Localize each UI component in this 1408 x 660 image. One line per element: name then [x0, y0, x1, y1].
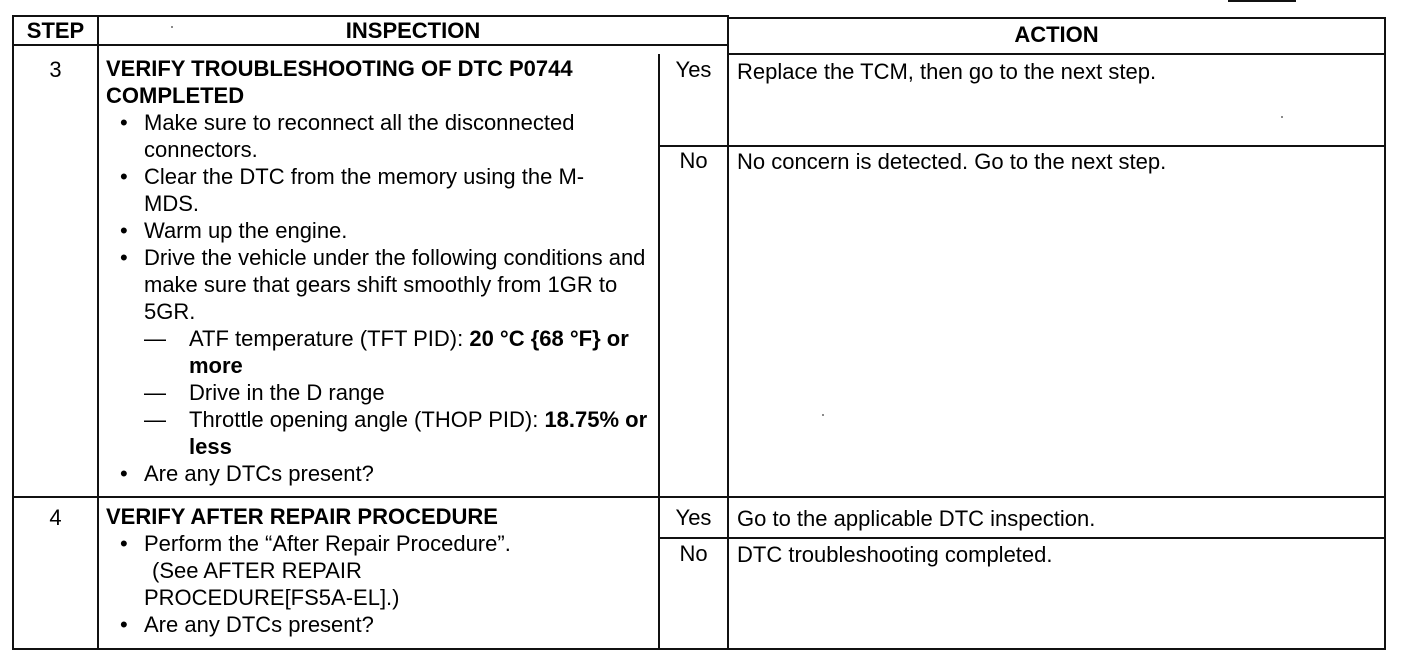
yes-action: Replace the TCM, then go to the next step.: [737, 59, 1157, 84]
top-edge-mark: [1228, 0, 1296, 2]
no-label: No: [679, 541, 708, 566]
header-top-border: [727, 17, 1386, 19]
step-title: VERIFY TROUBLESHOOTING OF DTC P0744: [106, 56, 573, 81]
header-bottom-border: [12, 44, 727, 46]
inspection-cell: [106, 503, 656, 638]
header-inspection: INSPECTION: [345, 18, 481, 43]
inspection-cell: [106, 55, 656, 487]
step-number: 4: [49, 505, 62, 530]
condition-value: 18.75% or less: [189, 407, 648, 459]
inspection-bullets: [106, 109, 656, 487]
step-number: 3: [49, 57, 62, 82]
bullet-text: Drive the vehicle under the following conditions and make sure that gears shift smoothly from 1GR to 5GR.: [144, 245, 646, 324]
scan-speck: [822, 414, 824, 416]
no-label: No: [679, 148, 708, 173]
bullet-item: • Are any DTCs present?: [106, 611, 656, 638]
bullet-item: • Clear the DTC from the memory using the M-MDS.: [106, 163, 656, 217]
no-action: No concern is detected. Go to the next step.: [737, 149, 1167, 174]
action-column-border: [727, 15, 729, 650]
table-right-border: [1384, 17, 1386, 650]
yes-action: Go to the applicable DTC inspection.: [737, 506, 1096, 531]
bullet-line: PROCEDURE[FS5A-EL].): [144, 585, 400, 610]
condition-item: [144, 325, 656, 379]
header-action: ACTION: [1014, 22, 1099, 47]
bullet-item: • Make sure to reconnect all the disconnected connectors.: [106, 109, 656, 163]
yes-label: Yes: [675, 505, 712, 530]
step-title: VERIFY AFTER REPAIR PROCEDURE: [106, 504, 498, 529]
condition-text: Throttle opening angle (THOP PID):: [189, 407, 545, 432]
header-bottom-border: [727, 53, 1386, 55]
bullet-item: [106, 244, 656, 460]
condition-list: [144, 325, 656, 460]
bullet-item: [106, 530, 656, 611]
header-step: STEP: [26, 18, 85, 43]
scan-speck: [1281, 116, 1283, 118]
condition-text: ATF temperature (TFT PID):: [189, 326, 470, 351]
condition-text: Drive in the D range: [189, 380, 385, 405]
condition-item: [144, 379, 656, 406]
condition-item: [144, 406, 656, 460]
step-title-continued: COMPLETED: [106, 83, 245, 108]
inspection-bullets: [106, 530, 656, 638]
step-column-border: [97, 15, 99, 650]
row-divider: [12, 496, 1386, 498]
table-left-border: [12, 15, 14, 650]
yes-label: Yes: [675, 57, 712, 82]
no-action: DTC troubleshooting completed.: [737, 542, 1053, 567]
yes-no-divider: [659, 145, 1386, 147]
condition-value: 20 °C {68 °F} or more: [189, 326, 629, 378]
bullet-line: • Perform the “After Repair Procedure”.: [144, 531, 511, 556]
bullet-item: • Warm up the engine.: [106, 217, 656, 244]
table-bottom-border: [12, 648, 1386, 650]
yes-no-divider: [659, 537, 1386, 539]
bullet-item: • Are any DTCs present?: [106, 460, 656, 487]
bullet-line: (See AFTER REPAIR: [152, 558, 362, 583]
